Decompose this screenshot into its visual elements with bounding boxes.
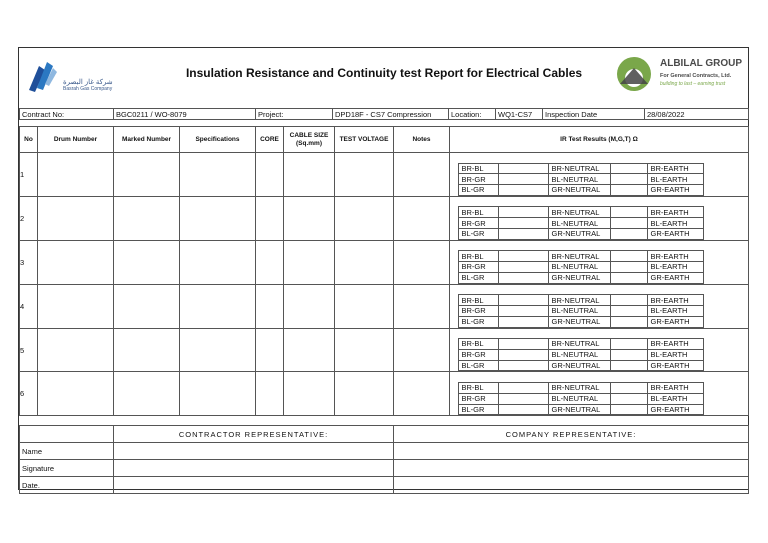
ir-neutral-pair: BL-NEUTRAL [548, 174, 610, 185]
ir-line [450, 360, 749, 371]
ir-earth-pair: BL-EARTH [647, 349, 703, 360]
drum-number-cell[interactable] [38, 153, 114, 197]
ir-earth-pair: BL-EARTH [647, 174, 703, 185]
ir-phase-pair: BR-BL [458, 339, 498, 350]
ir-results-cell [450, 240, 749, 284]
ir-phase-pair-value[interactable] [498, 339, 548, 350]
ir-pad [450, 272, 458, 283]
basrah-gas-logo [23, 54, 133, 94]
ir-pad [450, 185, 458, 196]
ir-earth-value[interactable] [703, 163, 747, 174]
marked-number-cell[interactable] [114, 196, 180, 240]
notes-cell[interactable] [394, 196, 450, 240]
ir-sub-table [450, 241, 749, 284]
report-sheet [18, 47, 749, 490]
ir-line [450, 185, 749, 196]
notes-cell[interactable] [394, 328, 450, 372]
ir-phase-pair: BR-BL [458, 207, 498, 218]
ir-pad [747, 404, 749, 415]
ir-pad [747, 272, 749, 283]
ir-neutral-value[interactable] [610, 228, 647, 239]
ir-pad [450, 228, 458, 239]
ir-neutral-value[interactable] [610, 272, 647, 283]
ir-neutral-pair: BR-NEUTRAL [548, 207, 610, 218]
ir-pad [450, 207, 458, 218]
ir-phase-pair-value[interactable] [498, 404, 548, 415]
ir-line [450, 349, 749, 360]
ir-phase-pair-value[interactable] [498, 382, 548, 393]
ir-neutral-value[interactable] [610, 339, 647, 350]
company-representative: COMPANY REPRESENTATIVE: [394, 426, 749, 443]
table-header-row [20, 127, 749, 153]
test-voltage-cell[interactable] [335, 372, 394, 416]
ir-pad [450, 360, 458, 371]
specifications-cell[interactable] [180, 153, 256, 197]
right-logo-name: ALBILAL GROUP [660, 58, 743, 69]
ir-neutral-pair: BL-NEUTRAL [548, 218, 610, 229]
ir-earth-pair: BL-EARTH [647, 393, 703, 404]
inspection-label: Inspection Date [543, 109, 645, 120]
ir-earth-value[interactable] [703, 207, 747, 218]
specifications-cell[interactable] [180, 196, 256, 240]
ir-phase-pair: BL-GR [458, 360, 498, 371]
ir-pad [747, 218, 749, 229]
marked-number-cell[interactable] [114, 372, 180, 416]
ir-earth-pair: BL-EARTH [647, 218, 703, 229]
cable-size-cell[interactable] [284, 372, 335, 416]
ir-neutral-value[interactable] [610, 316, 647, 327]
ir-pad [450, 349, 458, 360]
ir-phase-pair: BL-GR [458, 228, 498, 239]
name-label: Name [20, 443, 114, 460]
ir-neutral-value[interactable] [610, 251, 647, 262]
ir-earth-value[interactable] [703, 272, 747, 283]
ir-earth-pair: GR-EARTH [647, 404, 703, 415]
ir-neutral-value[interactable] [610, 174, 647, 185]
ir-neutral-value[interactable] [610, 382, 647, 393]
table-row [20, 328, 749, 372]
ir-phase-pair: BL-GR [458, 272, 498, 283]
ir-earth-value[interactable] [703, 305, 747, 316]
albilal-logo [612, 54, 746, 94]
ir-earth-pair: BR-EARTH [647, 382, 703, 393]
ir-earth-value[interactable] [703, 382, 747, 393]
ir-neutral-value[interactable] [610, 305, 647, 316]
test-voltage-cell[interactable] [335, 196, 394, 240]
report-header [19, 48, 748, 100]
core-cell[interactable] [256, 196, 284, 240]
ir-phase-pair-value[interactable] [498, 174, 548, 185]
location-label: Location: [449, 109, 496, 120]
project-label: Project: [256, 109, 333, 120]
ir-phase-pair-value[interactable] [498, 393, 548, 404]
ir-earth-pair: BL-EARTH [647, 262, 703, 273]
ir-neutral-value[interactable] [610, 207, 647, 218]
ir-line [450, 295, 749, 306]
ir-spacer [450, 153, 749, 163]
ir-neutral-value[interactable] [610, 185, 647, 196]
test-voltage-cell[interactable] [335, 240, 394, 284]
ir-neutral-value[interactable] [610, 218, 647, 229]
ir-pad [747, 295, 749, 306]
contractor-name-field[interactable] [114, 443, 394, 460]
ir-results-cell [450, 196, 749, 240]
test-voltage-cell[interactable] [335, 328, 394, 372]
ir-earth-pair: BR-EARTH [647, 207, 703, 218]
ir-line [450, 404, 749, 415]
ir-line [450, 339, 749, 350]
col-cable-size: CABLE SIZE (Sq.mm) [284, 127, 335, 153]
ir-pad [450, 305, 458, 316]
signature-label: Signature [20, 460, 114, 477]
table-row [20, 284, 749, 328]
drum-number-cell[interactable] [38, 372, 114, 416]
ir-phase-pair: BR-BL [458, 251, 498, 262]
contract-label: Contract No: [20, 109, 114, 120]
ir-neutral-pair: GR-NEUTRAL [548, 272, 610, 283]
ir-sub-table [450, 197, 749, 240]
ir-phase-pair: BL-GR [458, 185, 498, 196]
ir-pad [450, 218, 458, 229]
table-row [20, 196, 749, 240]
ir-earth-pair: BR-EARTH [647, 295, 703, 306]
col-core: CORE [256, 127, 284, 153]
project-value: DPD18F - CS7 Compression [333, 109, 449, 120]
ir-pad [450, 393, 458, 404]
col-specifications: Specifications [180, 127, 256, 153]
col-no: No [20, 127, 38, 153]
ir-phase-pair-value[interactable] [498, 295, 548, 306]
ir-phase-pair: BR-GR [458, 174, 498, 185]
row-no: 1 [20, 153, 38, 197]
right-logo-sub: For General Contracts, Ltd. [660, 73, 732, 79]
ir-spacer [450, 372, 749, 382]
ir-neutral-pair: GR-NEUTRAL [548, 185, 610, 196]
ir-earth-value[interactable] [703, 393, 747, 404]
ir-pad [747, 207, 749, 218]
drum-number-cell[interactable] [38, 196, 114, 240]
drum-number-cell[interactable] [38, 240, 114, 284]
cable-size-cell[interactable] [284, 196, 335, 240]
ir-pad [450, 404, 458, 415]
ir-phase-pair-value[interactable] [498, 185, 548, 196]
ir-line [450, 207, 749, 218]
col-ir-results: IR Test Results (M,G,T) Ω [450, 127, 749, 153]
ir-earth-pair: BR-EARTH [647, 339, 703, 350]
row-no: 2 [20, 196, 38, 240]
company-signature-field[interactable] [394, 460, 749, 477]
ir-pad [450, 262, 458, 273]
core-cell[interactable] [256, 153, 284, 197]
ir-earth-value[interactable] [703, 174, 747, 185]
ir-neutral-value[interactable] [610, 393, 647, 404]
ir-pad [747, 393, 749, 404]
ir-phase-pair-value[interactable] [498, 163, 548, 174]
cable-size-cell[interactable] [284, 328, 335, 372]
ir-neutral-pair: BL-NEUTRAL [548, 393, 610, 404]
ir-phase-pair-value[interactable] [498, 228, 548, 239]
ir-pad [450, 295, 458, 306]
ir-results-cell [450, 284, 749, 328]
ir-spacer [450, 285, 749, 295]
ir-spacer [450, 241, 749, 251]
cable-size-cell[interactable] [284, 284, 335, 328]
ir-line [450, 174, 749, 185]
col-marked-number: Marked Number [114, 127, 180, 153]
company-name-field[interactable] [394, 443, 749, 460]
ir-neutral-pair: BR-NEUTRAL [548, 251, 610, 262]
cable-size-cell[interactable] [284, 240, 335, 284]
ir-neutral-value[interactable] [610, 295, 647, 306]
ir-earth-value[interactable] [703, 262, 747, 273]
notes-cell[interactable] [394, 284, 450, 328]
ir-results-cell [450, 372, 749, 416]
ir-sub-table [450, 329, 749, 372]
ir-line [450, 163, 749, 174]
basrah-gas-logo-icon [23, 54, 63, 94]
specifications-cell[interactable] [180, 240, 256, 284]
col-drum-number: Drum Number [38, 127, 114, 153]
marked-number-cell[interactable] [114, 240, 180, 284]
inspection-value: 28/08/2022 [645, 109, 749, 120]
ir-neutral-pair: BL-NEUTRAL [548, 262, 610, 273]
ir-earth-pair: GR-EARTH [647, 185, 703, 196]
ir-neutral-pair: BR-NEUTRAL [548, 339, 610, 350]
contract-value: BGC0211 / WO-8079 [114, 109, 256, 120]
ir-pad [747, 349, 749, 360]
signoff-blank [20, 426, 114, 443]
ir-earth-pair: GR-EARTH [647, 228, 703, 239]
ir-sub-table [450, 372, 749, 415]
marked-number-cell[interactable] [114, 328, 180, 372]
ir-line [450, 305, 749, 316]
ir-neutral-value[interactable] [610, 163, 647, 174]
ir-phase-pair-value[interactable] [498, 207, 548, 218]
row-no: 3 [20, 240, 38, 284]
albilal-logo-icon [612, 54, 656, 94]
ir-earth-pair: BR-EARTH [647, 163, 703, 174]
ir-phase-pair: BR-GR [458, 218, 498, 229]
ir-earth-value[interactable] [703, 218, 747, 229]
results-rows [20, 153, 749, 416]
ir-pad [450, 382, 458, 393]
table-row [20, 372, 749, 416]
ir-pad [747, 251, 749, 262]
ir-phase-pair-value[interactable] [498, 305, 548, 316]
ir-pad [747, 262, 749, 273]
specifications-cell[interactable] [180, 328, 256, 372]
ir-earth-value[interactable] [703, 251, 747, 262]
ir-pad [747, 382, 749, 393]
ir-phase-pair-value[interactable] [498, 272, 548, 283]
ir-neutral-pair: BR-NEUTRAL [548, 295, 610, 306]
ir-spacer [450, 197, 749, 207]
ir-neutral-pair: BR-NEUTRAL [548, 163, 610, 174]
ir-pad [450, 174, 458, 185]
notes-cell[interactable] [394, 153, 450, 197]
ir-phase-pair: BL-GR [458, 316, 498, 327]
company-date-field[interactable] [394, 477, 749, 494]
page-title: Insulation Resistance and Continuity test Report for Electrical Cables [185, 66, 583, 80]
ir-earth-value[interactable] [703, 360, 747, 371]
ir-neutral-pair: GR-NEUTRAL [548, 360, 610, 371]
marked-number-cell[interactable] [114, 284, 180, 328]
ir-phase-pair-value[interactable] [498, 316, 548, 327]
ir-results-cell [450, 153, 749, 197]
left-logo-arabic: شركة غاز البصرة [63, 79, 113, 86]
ir-earth-pair: GR-EARTH [647, 272, 703, 283]
contractor-signature-field[interactable] [114, 460, 394, 477]
ir-sub-table [450, 285, 749, 328]
ir-phase-pair: BR-BL [458, 295, 498, 306]
core-cell[interactable] [256, 328, 284, 372]
ir-sub-table [450, 153, 749, 196]
col-test-voltage: TEST VOLTAGE [335, 127, 394, 153]
drum-number-cell[interactable] [38, 284, 114, 328]
ir-pad [747, 360, 749, 371]
ir-pad [747, 185, 749, 196]
meta-table [19, 108, 749, 120]
ir-pad [747, 305, 749, 316]
ir-earth-value[interactable] [703, 228, 747, 239]
ir-pad [747, 163, 749, 174]
core-cell[interactable] [256, 240, 284, 284]
ir-earth-value[interactable] [703, 316, 747, 327]
ir-earth-value[interactable] [703, 404, 747, 415]
ir-neutral-pair: BL-NEUTRAL [548, 305, 610, 316]
drum-number-cell[interactable] [38, 328, 114, 372]
core-cell[interactable] [256, 284, 284, 328]
specifications-cell[interactable] [180, 372, 256, 416]
ir-line [450, 218, 749, 229]
ir-phase-pair-value[interactable] [498, 360, 548, 371]
ir-line [450, 272, 749, 283]
ir-line [450, 251, 749, 262]
notes-cell[interactable] [394, 372, 450, 416]
ir-phase-pair: BL-GR [458, 404, 498, 415]
test-voltage-cell[interactable] [335, 153, 394, 197]
contractor-date-field[interactable] [114, 477, 394, 494]
ir-spacer [450, 329, 749, 339]
ir-neutral-pair: BR-NEUTRAL [548, 382, 610, 393]
ir-pad [450, 251, 458, 262]
ir-earth-value[interactable] [703, 185, 747, 196]
table-row [20, 240, 749, 284]
results-table [19, 126, 749, 416]
ir-pad [747, 316, 749, 327]
ir-earth-pair: BR-EARTH [647, 251, 703, 262]
specifications-cell[interactable] [180, 284, 256, 328]
marked-number-cell[interactable] [114, 153, 180, 197]
ir-phase-pair: BR-GR [458, 305, 498, 316]
ir-line [450, 262, 749, 273]
ir-pad [450, 163, 458, 174]
ir-neutral-pair: GR-NEUTRAL [548, 316, 610, 327]
ir-pad [450, 316, 458, 327]
ir-neutral-value[interactable] [610, 404, 647, 415]
ir-results-cell [450, 328, 749, 372]
ir-line [450, 228, 749, 239]
ir-phase-pair-value[interactable] [498, 262, 548, 273]
ir-neutral-pair: BL-NEUTRAL [548, 349, 610, 360]
ir-pad [747, 174, 749, 185]
row-no: 5 [20, 328, 38, 372]
ir-line [450, 316, 749, 327]
ir-neutral-pair: GR-NEUTRAL [548, 404, 610, 415]
test-voltage-cell[interactable] [335, 284, 394, 328]
ir-earth-value[interactable] [703, 295, 747, 306]
ir-phase-pair: BR-GR [458, 262, 498, 273]
date-label: Date. [20, 477, 114, 494]
row-no: 6 [20, 372, 38, 416]
ir-earth-pair: GR-EARTH [647, 360, 703, 371]
notes-cell[interactable] [394, 240, 450, 284]
ir-phase-pair: BR-GR [458, 393, 498, 404]
location-value: WQ1-CS7 [496, 109, 543, 120]
ir-phase-pair-value[interactable] [498, 218, 548, 229]
ir-earth-value[interactable] [703, 339, 747, 350]
ir-phase-pair-value[interactable] [498, 349, 548, 360]
ir-earth-pair: GR-EARTH [647, 316, 703, 327]
ir-line [450, 382, 749, 393]
row-no: 4 [20, 284, 38, 328]
signoff-table [19, 425, 749, 494]
core-cell[interactable] [256, 372, 284, 416]
ir-neutral-value[interactable] [610, 349, 647, 360]
ir-pad [747, 228, 749, 239]
ir-phase-pair-value[interactable] [498, 251, 548, 262]
right-logo-tagline: building to last – earning trust [660, 81, 726, 87]
left-logo-english: Basrah Gas Company [63, 86, 113, 92]
ir-earth-pair: BL-EARTH [647, 305, 703, 316]
ir-neutral-value[interactable] [610, 262, 647, 273]
ir-pad [450, 339, 458, 350]
col-notes: Notes [394, 127, 450, 153]
ir-line [450, 393, 749, 404]
contractor-representative: CONTRACTOR REPRESENTATIVE: [114, 426, 394, 443]
ir-phase-pair: BR-GR [458, 349, 498, 360]
ir-neutral-value[interactable] [610, 360, 647, 371]
ir-earth-value[interactable] [703, 349, 747, 360]
ir-phase-pair: BR-BL [458, 382, 498, 393]
ir-neutral-pair: GR-NEUTRAL [548, 228, 610, 239]
table-row [20, 153, 749, 197]
cable-size-cell[interactable] [284, 153, 335, 197]
ir-phase-pair: BR-BL [458, 163, 498, 174]
ir-pad [747, 339, 749, 350]
